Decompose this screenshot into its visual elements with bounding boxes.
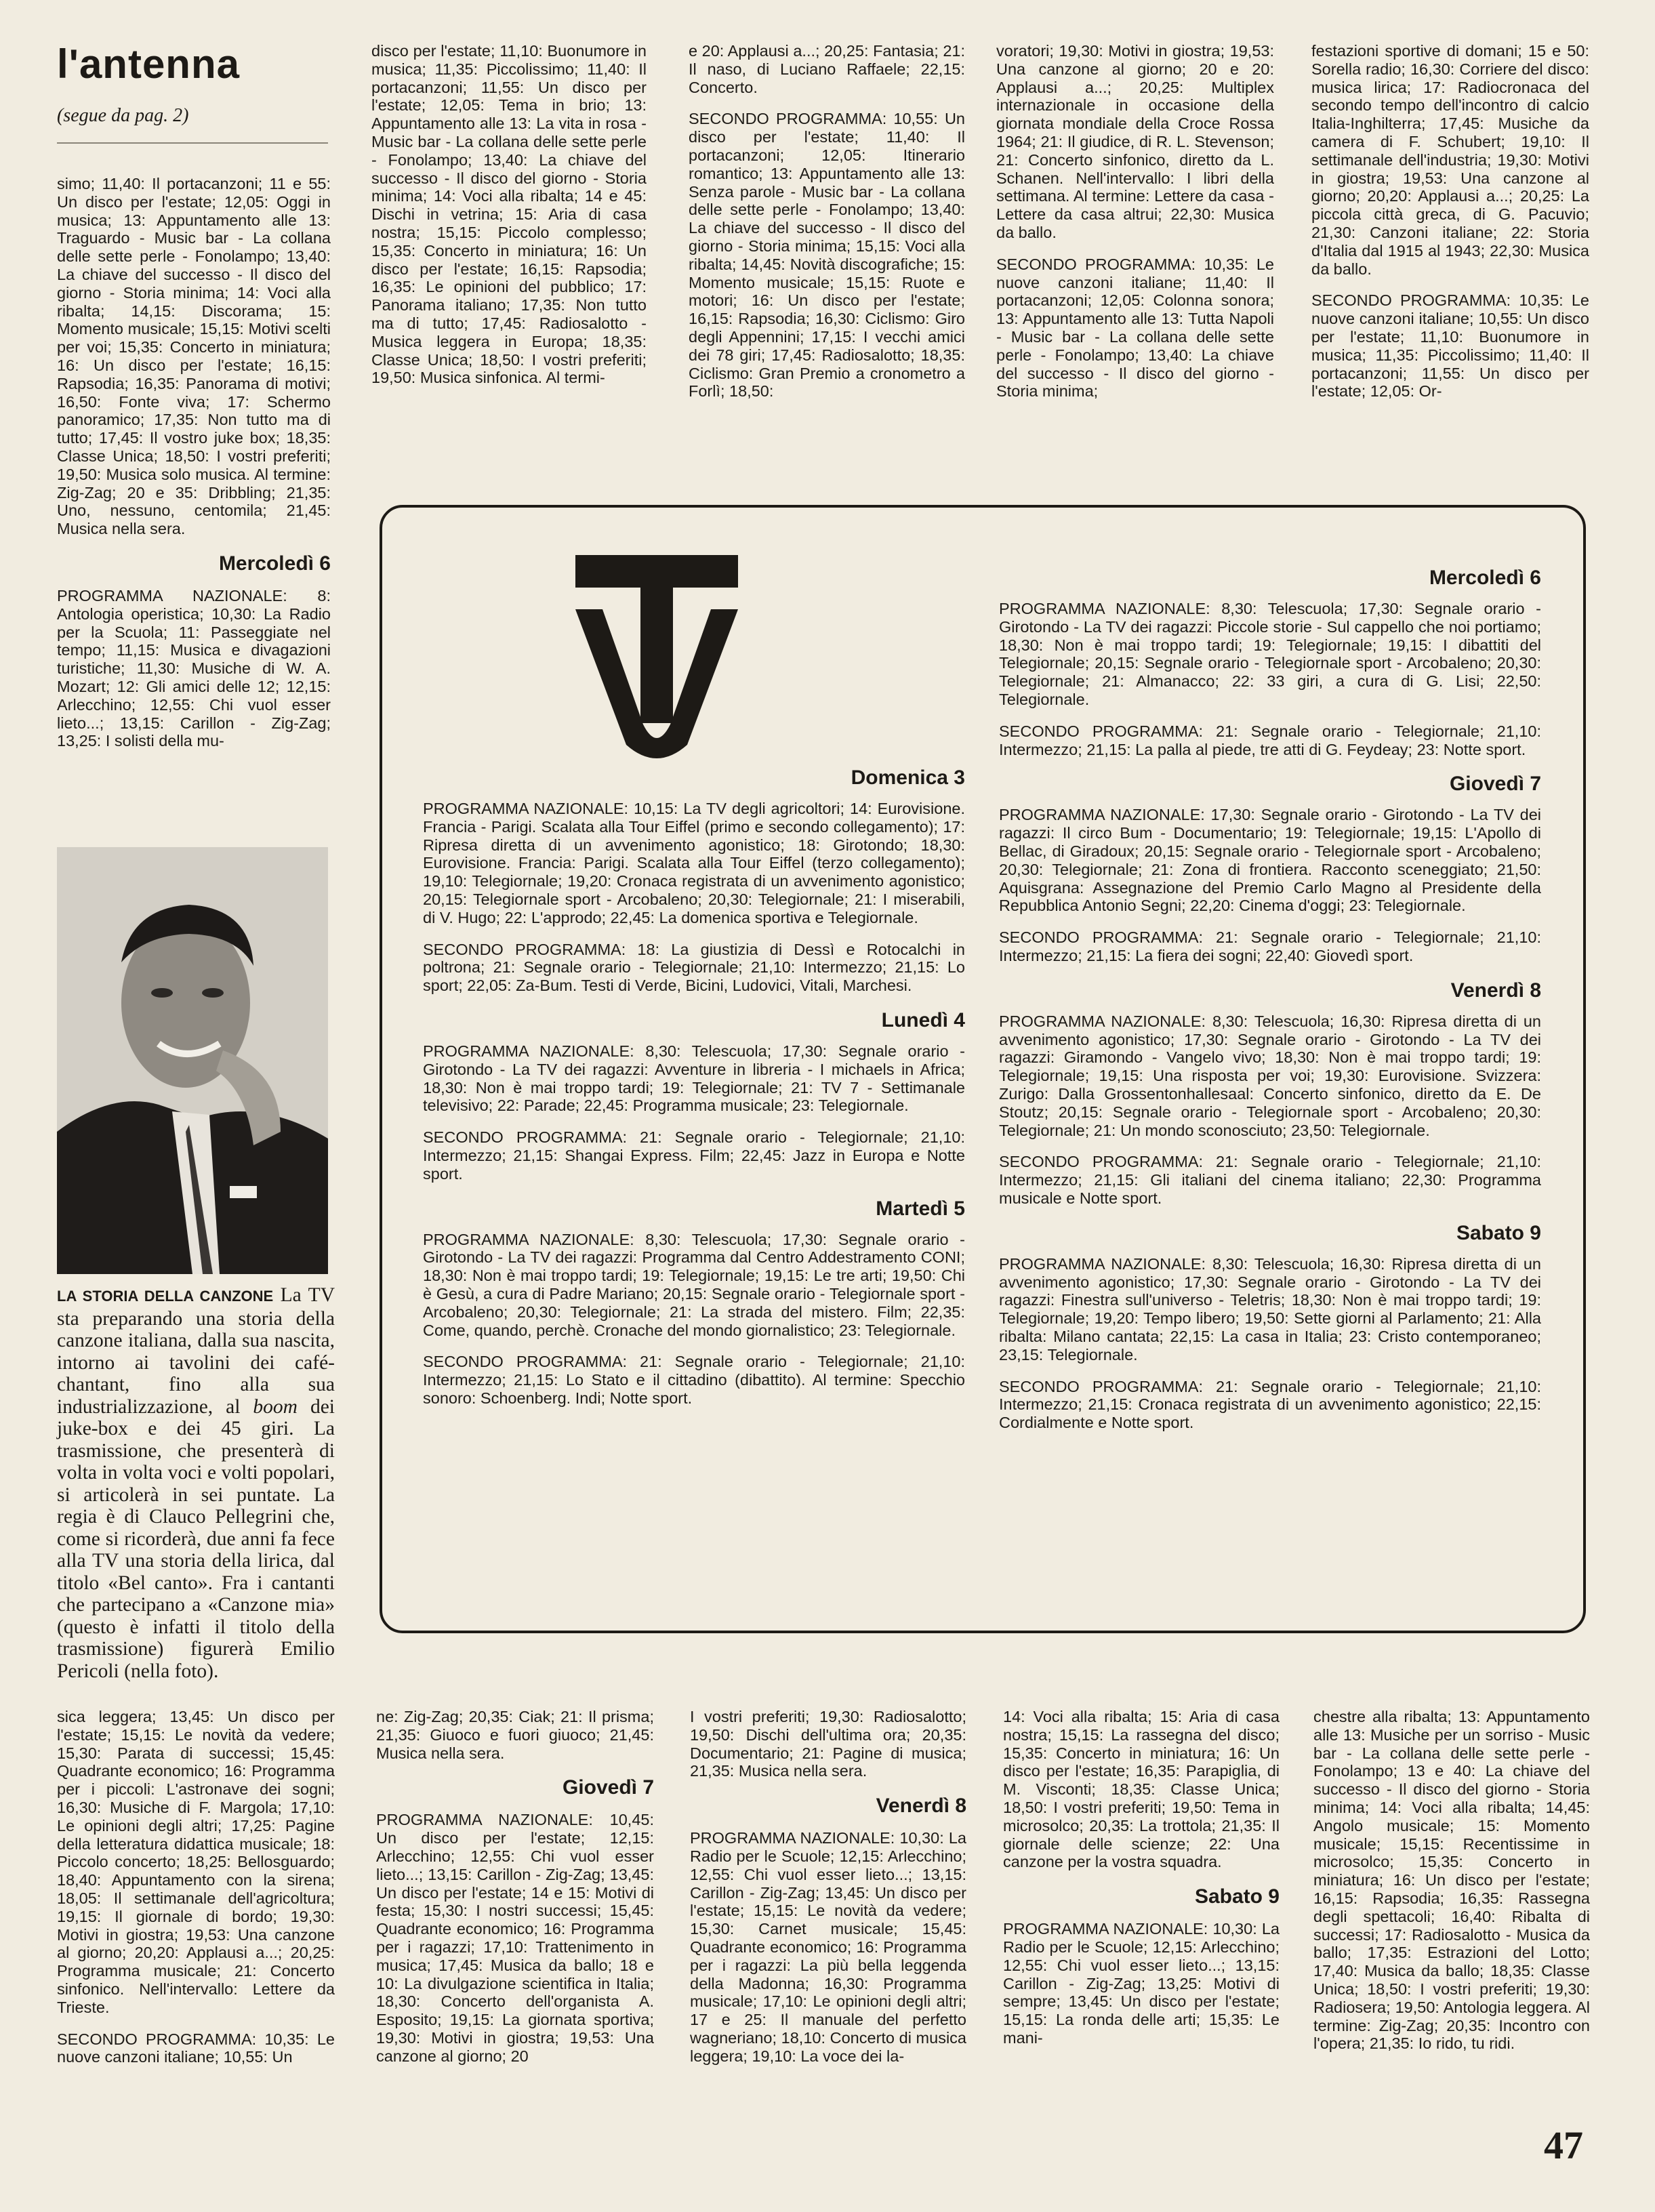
tv-listing: PROGRAMMA NAZIONALE: 8,30: Telescuola; 16,30: Ripresa diretta di un avvenimento agonistico; 17,30: Segnale orario - Girotondo - La TV dei ragazzi: Finestra sull'universo - Teletris; 18,30: Non è mai troppo tardi; 19: Telegiornale; 19,20: Tempo libero; 19,50: Sette giorni al Parlamento; 21: Alla ribalta: Milano cantata; 22,15: La casa in Italia; 23: Cristo contemporaneo; 23,15: Telegiornale. [999, 1254, 1541, 1364]
radio-column-1-bottom [57, 1708, 335, 2114]
continued-note: (segue da pag. 2) [57, 105, 189, 126]
radio-listing: I vostri preferiti; 19,30: Radiosalotto; 19,50: Dischi dell'ultima ora; 20,35: Documentario; 21: Pagine di musica; 21,35: Musica nella sera. [690, 1708, 966, 1780]
radio-column-1-top [57, 175, 331, 839]
day-heading: Venerdì 8 [876, 1795, 966, 1818]
radio-listing: disco per l'estate; 11,10: Buonumore in musica; 11,35: Piccolissimo; 11,40: Il portacanzoni; 11,55: Un disco per l'estate; 12,05: Tema in brio; 13: Appuntamento alle 13: La vita in rosa - Music bar - La collana delle sette perle - Fonolampo; 13,40: La chiave del successo - Il disco del giorno - Storia minima; 14: Voci alla ribalta; 14 e 45: Dischi in vetrina; 15: Aria di casa nostra; 15,15: Piccolo complesso; 15,35: Concerto in miniatura; 16: Un disco per l'estate; 16,15: Rapsodia; 16,35: Le opinioni del pubblico; 17: Panorama italiano; 17,35: Non tutto ma di tutto; 17,45: Radiosalotto - Musica leggera in Europa; 18,35: Classe Unica; 18,50: I vostri preferiti; 19,50: Musica sinfonica. Al termi- [371, 42, 647, 387]
tv-right-column [999, 562, 1541, 1446]
radio-listing: PROGRAMMA NAZIONALE: 10,45: Un disco per l'estate; 12,15: Arlecchino; 12,55: Chi vuol esser lieto...; 13,15: Carillon - Zig-Zag; 13,45: Un disco per l'estate; 14 e 15: Motivi di festa; 15,30: I nostri successi; 15,45: Quadrante economico; 16: Programma per i ragazzi; 17,10: Trattenimento in musica; 17,45: Musica da ballo; 18 e 10: La divulgazione scientifica in Italia; 18,30: Concerto dell'organista A. Esposito; 19,15: La giornata sportiva; 19,30: Motivi in giostra; 19,53: Una canzone al giorno; 20 [376, 1811, 654, 2065]
tv-listing: SECONDO PROGRAMMA: 18: La giustizia di Dessì e Rotocalchi in poltrona; 21: Segnale orario - Telegiornale; 21,10: Intermezzo; 21,15: Lo sport; 22,05: Za-Bum. Testi di Verde, Bicini, Ludovici, Vitali, Marchesi. [423, 940, 965, 995]
tv-listing: SECONDO PROGRAMMA: 21: Segnale orario - Telegiornale; 21,10: Intermezzo; 21,15: La fiera dei sogni; 22,40: Giovedì sport. [999, 928, 1541, 964]
tv-listing: PROGRAMMA NAZIONALE: 17,30: Segnale orario - Girotondo - La TV dei ragazzi: Il circo Bum - Documentario; 19: Telegiornale; 19,15: L'Apollo di Bellac, di Giradoux; 20,15: Segnale orario - Telegiornale sport - Arcobaleno; 20,30: Telegiornale; 21: Zona di frontiera. Racconto sceneggiato; 21,50: Aquisgrana: Assegnazione del Premio Carlo Magno al Presidente della Repubblica Antonio Segni; 22,20: Cinema d'oggi; 23: Telegiornale. [999, 806, 1541, 915]
tv-listing: SECONDO PROGRAMMA: 21: Segnale orario - Telegiornale; 21,10: Intermezzo; 21,15: Lo Stato e il cittadino (dibattito). Al termine: Specchio sonoro: Schoenberg. Indi; Notte sport. [423, 1353, 965, 1407]
tv-logo-icon [575, 555, 738, 758]
radio-listing: chestre alla ribalta; 13: Appuntamento alle 13: Musiche per un sorriso - Music bar - La collana delle sette perle - Fonolampo; 13 e 40: La chiave del successo - Il disco del giorno - Storia minima; 14: Voci alla ribalta; 14,45: Angolo musicale; 15: Momento musicale; 15,15: Recentissime in microsolco; 15,35: Concerto in miniatura; 16: Un disco per l'estate; 16,15: Rapsodia; 16,35: Rassegna degli spettacoli; 16,40: Ribalta di successi; 17: Radiosalotto - Musica da ballo; 17,35: Estrazioni del Lotto; 17,40: Musica da ballo; 18,35: Classe Unica; 18,50: I vostri preferiti; 19,30: Radiosera; 19,50: Antologia leggera. Al termine: Zig-Zag; 20,35: Incontro con l'opera; 21,35: Io rido, tu ridi. [1313, 1708, 1590, 2053]
radio-column-3-top [689, 42, 965, 462]
radio-listing: ne: Zig-Zag; 20,35: Ciak; 21: Il prisma; 21,35: Giuoco e fuori giuoco; 21,45: Musica nella sera. [376, 1708, 654, 1762]
tv-listing: SECONDO PROGRAMMA: 21: Segnale orario - Telegiornale; 21,10: Intermezzo; 21,15: Gli italiani del cinema italiano; 22,30: Programma musicale e Notte sport. [999, 1153, 1541, 1207]
caption-lead: LA STORIA DELLA CANZONE [57, 1288, 274, 1305]
tv-left-column [423, 762, 965, 1421]
radio-listing: 14: Voci alla ribalta; 15: Aria di casa nostra; 15,15: La rassegna del disco; 15,35: Concerto in miniatura; 16: Un disco per l'estate; 16,35: Parapiglia, di M. Visconti; 18,35: Classe Unica; 18,50: I vostri preferiti; 19,50: Tema in microsolco; 20,35: La trottola; 21,35: Il giornale delle scienze; 22: Una canzone per la vostra squadra. [1003, 1708, 1280, 1871]
tv-listing: SECONDO PROGRAMMA: 21: Segnale orario - Telegiornale; 21,10: Intermezzo; 21,15: Cronaca registrata di un avvenimento agonistico; 22,15: Cordialmente e Notte sport. [999, 1377, 1541, 1432]
radio-listing: PROGRAMMA NAZIONALE: 8: Antologia operistica; 10,30: La Radio per la Scuola; 11: Passeggiate nel tempo; 11,15: Musica e divagazioni turistiche; 11,30: Musiche di W. A. Mozart; 12: Gli amici delle 12; 12,15: Arlecchino; 12,55: Chi vuol esser lieto...; 13,15: Carillon - Zig-Zag; 13,25: I solisti della mu- [57, 586, 331, 750]
radio-listing: e 20: Applausi a...; 20,25: Fantasia; 21: Il naso, di Luciano Raffaele; 22,15: Concerto. [689, 42, 965, 96]
day-heading: Giovedì 7 [562, 1776, 654, 1799]
radio-column-4-bottom [1003, 1708, 1280, 2114]
photo-caption [57, 1284, 335, 1682]
caption-italic: boom [253, 1395, 298, 1418]
radio-column-2-bottom [376, 1708, 654, 2114]
tv-listing: PROGRAMMA NAZIONALE: 8,30: Telescuola; 16,30: Ripresa diretta di un avvenimento agonistico; 17,30: Segnale orario - Girotondo - La TV dei ragazzi: Giramondo - Vangelo vivo; 18,30: Non è mai troppo tardi; 19: Telegiornale; 19,15: Una risposta per voi; 19,30: Eurovisione. Svizzera: Zurigo: Dalla Grossentonhallesaal: Concerto sinfonico, diretto da E. De Stoutz; 20,15: Segnale orario - Telegiornale sport - Arcobaleno; 20,30: Telegiornale; 21: Un mondo sconosciuto; 23,50: Telegiornale. [999, 1012, 1541, 1139]
tv-listing: PROGRAMMA NAZIONALE: 8,30: Telescuola; 17,30: Segnale orario - Girotondo - La TV dei ragazzi: Piccole storie - Sul cappello che noi portiamo; 18,30: Non è mai troppo tardi; 19: Telegiornale; 19,15: I dibattiti del Telegiornale; 20,15: Segnale orario - Telegiornale sport - Arcobaleno; 20,30: Telegiornale; 21: Almanacco; 22: 33 giri, a cura di G. Lisi; 22,50: Telegiornale. [999, 600, 1541, 708]
radio-listing: PROGRAMMA NAZIONALE: 10,30: La Radio per le Scuole; 12,15: Arlecchino; 12,55: Chi vuol esser lieto...; 13,15: Carillon - Zig-Zag; 13,25: Motivi di sempre; 13,45: Un disco per l'estate; 15,15: La ronda delle arti; 15,35: Le mani- [1003, 1920, 1280, 2047]
singer-portrait-image [57, 847, 328, 1274]
radio-listing: simo; 11,40: Il portacanzoni; 11 e 55: Un disco per l'estate; 12,05: Oggi in musica; 13: Appuntamento alle 13: Traguardo - Music bar - La collana delle sette perle - Fonolampo; 13,40: La chiave del successo - Il disco del giorno - Storia minima; 14: Voci alla ribalta; 14,15: Discorama; 15: Momento musicale; 15,15: Motivi scelti per voi; 15,35: Concerto in miniatura; 16: Un disco per l'estate; 16,15: Rapsodia; 16,35: Panorama di motivi; 16,50: Fonte viva; 17: Schermo panoramico; 17,35: Non tutto ma di tutto; 17,45: Il vostro juke box; 18,35: Classe Unica; 18,50: I vostri preferiti; 19,50: Musica solo musica. Al termine: Zig-Zag; 20 e 35: Dribbling; 21,35: Uno, nessuno, centomila; 21,45: Musica nella sera. [57, 175, 331, 538]
tv-day-heading: Lunedì 4 [881, 1008, 965, 1031]
section-title: l'antenna [57, 41, 240, 87]
caption-text: La TV sta preparando una storia della canzone italiana, dalla sua nascita, intorno ai tavolini dei café-chantant, fino alla sua industrializzazione, al [57, 1284, 335, 1418]
tv-listing: PROGRAMMA NAZIONALE: 8,30: Telescuola; 17,30: Segnale orario - Girotondo - La TV dei ragazzi: Programma dal Centro Addestramento CONI; 18,30: Non è mai troppo tardi; 19: Telegiornale; 19,15: Le tre arti; 19,50: Chi è Gesù, a cura di Padre Mariano; 20,15: Segnale orario - Telegiornale sport - Arcobaleno; 20,30: Telegiornale; 21: La strada del mistero. Film; 22,35: Come, quando, perchè. Cronache del mondo giornalistico; 23: Telegiornale. [423, 1230, 965, 1339]
radio-listing: SECONDO PROGRAMMA: 10,35: Le nuove canzoni italiane; 11,40: Il portacanzoni; 12,05: Colonna sonora; 13: Appuntamento alle 13: Tutta Napoli - Music bar - La collana delle sette perle - Fonolampo; 13,40: La chiave del successo - Il disco del giorno - Storia minima; [996, 255, 1274, 401]
tv-programs-box [380, 505, 1586, 1633]
photo-singer [57, 847, 328, 1274]
radio-column-2-top [371, 42, 647, 462]
radio-column-5-bottom [1313, 1708, 1590, 2114]
tv-day-heading: Mercoledì 6 [1429, 567, 1541, 589]
tv-listing: SECONDO PROGRAMMA: 21: Segnale orario - Telegiornale; 21,10: Intermezzo; 21,15: Shangai Express. Film; 22,45: Jazz in Europa e Notte sport. [423, 1128, 965, 1183]
radio-column-4-top [996, 42, 1274, 462]
radio-listing: voratori; 19,30: Motivi in giostra; 19,53: Una canzone al giorno; 20 e 20: Applausi a...; 20,25: Multiplex internazionale in occasione della giornata mondiale della Croce Rossa 1964; 21: Il giudice, di R. L. Stevenson; 21: Concerto sinfonico, diretto da L. Schanen. Nell'intervallo: I libri della settimana. Al termine: Lettere da casa - Lettere da casa altrui; 22,30: Musica da ballo. [996, 42, 1274, 241]
tv-day-heading: Domenica 3 [851, 766, 965, 789]
radio-listing: SECONDO PROGRAMMA: 10,35: Le nuove canzoni italiane; 10,55: Un [57, 2030, 335, 2066]
tv-day-heading: Sabato 9 [1456, 1221, 1541, 1244]
page-number: 47 [1544, 2123, 1583, 2167]
caption-text-cont: dei juke-box e dei 45 giri. La trasmissione, che presenterà di volta in volta voci e volti popolari, si articolerà in sei puntate. La regia è di Clauco Pellegrini che, come si ricorderà, due anni fa fece alla TV una storia della lirica, dal titolo «Bel canto». Fra i cantanti che partecipano a «Canzone mia» (questo è infatti il titolo della trasmissione) figurerà Emilio Pericoli (nella foto). [57, 1395, 335, 1682]
tv-day-heading: Martedì 5 [876, 1197, 965, 1220]
header-rule [57, 142, 328, 144]
tv-day-heading: Venerdì 8 [1450, 979, 1541, 1002]
tv-listing: PROGRAMMA NAZIONALE: 10,15: La TV degli agricoltori; 14: Eurovisione. Francia - Parigi. Scalata alla Tour Eiffel (primo e secondo collegamento); 17: Ripresa diretta di un avvenimento agonistico; 18: Girotondo; 18,30: Eurovisione. Francia: Parigi. Scalata alla Tour Eiffel (terzo collegamento); 19,10: Telegiornale; 19,20: Cronaca registrata di un avvenimento agonistico; 20,15: Telegiornale sport - Arcobaleno; 20,30: Telegiornale; 21: I miserabili, di V. Hugo; 22: L'approdo; 22,45: La domenica sportiva e Telegiornale. [423, 800, 965, 926]
radio-column-3-bottom [690, 1708, 966, 2114]
day-heading: Mercoledì 6 [218, 552, 331, 575]
radio-listing: festazioni sportive di domani; 15 e 50: Sorella radio; 16,30: Corriere del disco: musica lirica; 17: Radiocronaca del secondo tempo dell'incontro di calcio Italia-Inghilterra; 17,45: Musiche da camera di F. Schubert; 19,10: Il settimanale dell'industria; 19,30: Motivi in giostra; 19,53: Una canzone al giorno; 20,20: Applausi a...; 20,25: La piccola città greca, di G. Pacuvio; 21,30: Canzoni italiane; 22: Storia d'Italia dal 1915 al 1943; 22,30: Musica da ballo. [1311, 42, 1589, 278]
radio-column-5-top [1311, 42, 1589, 462]
tv-listing: SECONDO PROGRAMMA: 21: Segnale orario - Telegiornale; 21,10: Intermezzo; 21,15: La palla al piede, tre atti di G. Feydeay; 23: Notte sport. [999, 722, 1541, 758]
radio-listing: sica leggera; 13,45: Un disco per l'estate; 15,15: Le novità da vedere; 15,30: Parata di successi; 15,45: Quadrante economico; 16: Programma per i piccoli: L'astronave dei sogni; 16,30: Musiche di F. Margola; 17,10: Le opinioni degli altri; 17,25: Pagine della letteratura didattica musicale; 18: Piccolo concerto; 18,25: Bellosguardo; 18,40: Appuntamento con la sirena; 18,05: Il settimanale dell'agricoltura; 19,15: Il giornale di bordo; 19,30: Motivi in giostra; 19,53: Una canzone al giorno; 20,20: Applausi a...; 20,25: Programma musicale; 21: Concerto sinfonico. Nell'intervallo: Lettere da Trieste. [57, 1708, 335, 2016]
radio-listing: SECONDO PROGRAMMA: 10,35: Le nuove canzoni italiane; 10,55: Un disco per l'estate; 11,10: Buonumore in musica; 11,35: Piccolissimo; 11,40: Il portacanzoni; 11,55: Un disco per l'estate; 12,05: Or- [1311, 291, 1589, 401]
day-heading: Sabato 9 [1194, 1885, 1280, 1908]
tv-listing: PROGRAMMA NAZIONALE: 8,30: Telescuola; 17,30: Segnale orario - Girotondo - La TV dei ragazzi: Avventure in libreria - I michaels in Africa; 18,30: Non è mai troppo tardi; 19: Telegiornale; 21: TV 7 - Settimanale televisivo; 22: Parade; 22,45: Programma musicale; 23: Telegiornale. [423, 1042, 965, 1115]
radio-listing: SECONDO PROGRAMMA: 10,55: Un disco per l'estate; 11,40: Il portacanzoni; 12,05: Itinerario romantico; 13: Appuntamento alle 13: Senza parole - Music bar - La collana delle sette perle - Fonolampo; 13,40: La chiave del successo - Il disco del giorno - Storia minima; 15,15: Voci alla ribalta; 14,45: Novità discografiche; 15: Momento musicale; 15,15: Ruote e motori; 16: Un disco per l'estate; 16,15: Rapsodia; 16,30: Ciclismo: Giro degli Appennini; 17,15: I vecchi amici dei 78 giri; 17,45: Radiosalotto; 18,35: Ciclismo: Gran Premio a cronometro a Forlì; 18,50: [689, 110, 965, 401]
radio-listing: PROGRAMMA NAZIONALE: 10,30: La Radio per le Scuole; 12,15: Arlecchino; 12,55: Chi vuol esser lieto...; 13,15: Carillon - Zig-Zag; 13,45: Un disco per l'estate; 15,15: Le novità da vedere; 15,30: Carnet musicale; 15,45: Quadrante economico; 16: Programma per i ragazzi: La più bella leggenda della Madonna; 16,30: Programma musicale; 17,10: Le opinioni degli altri; 17 e 25: Il manuale del perfetto wagneriano; 18,10: Concerto di musica leggera; 19,10: La voce dei la- [690, 1829, 966, 2065]
tv-day-heading: Giovedì 7 [1449, 773, 1541, 796]
